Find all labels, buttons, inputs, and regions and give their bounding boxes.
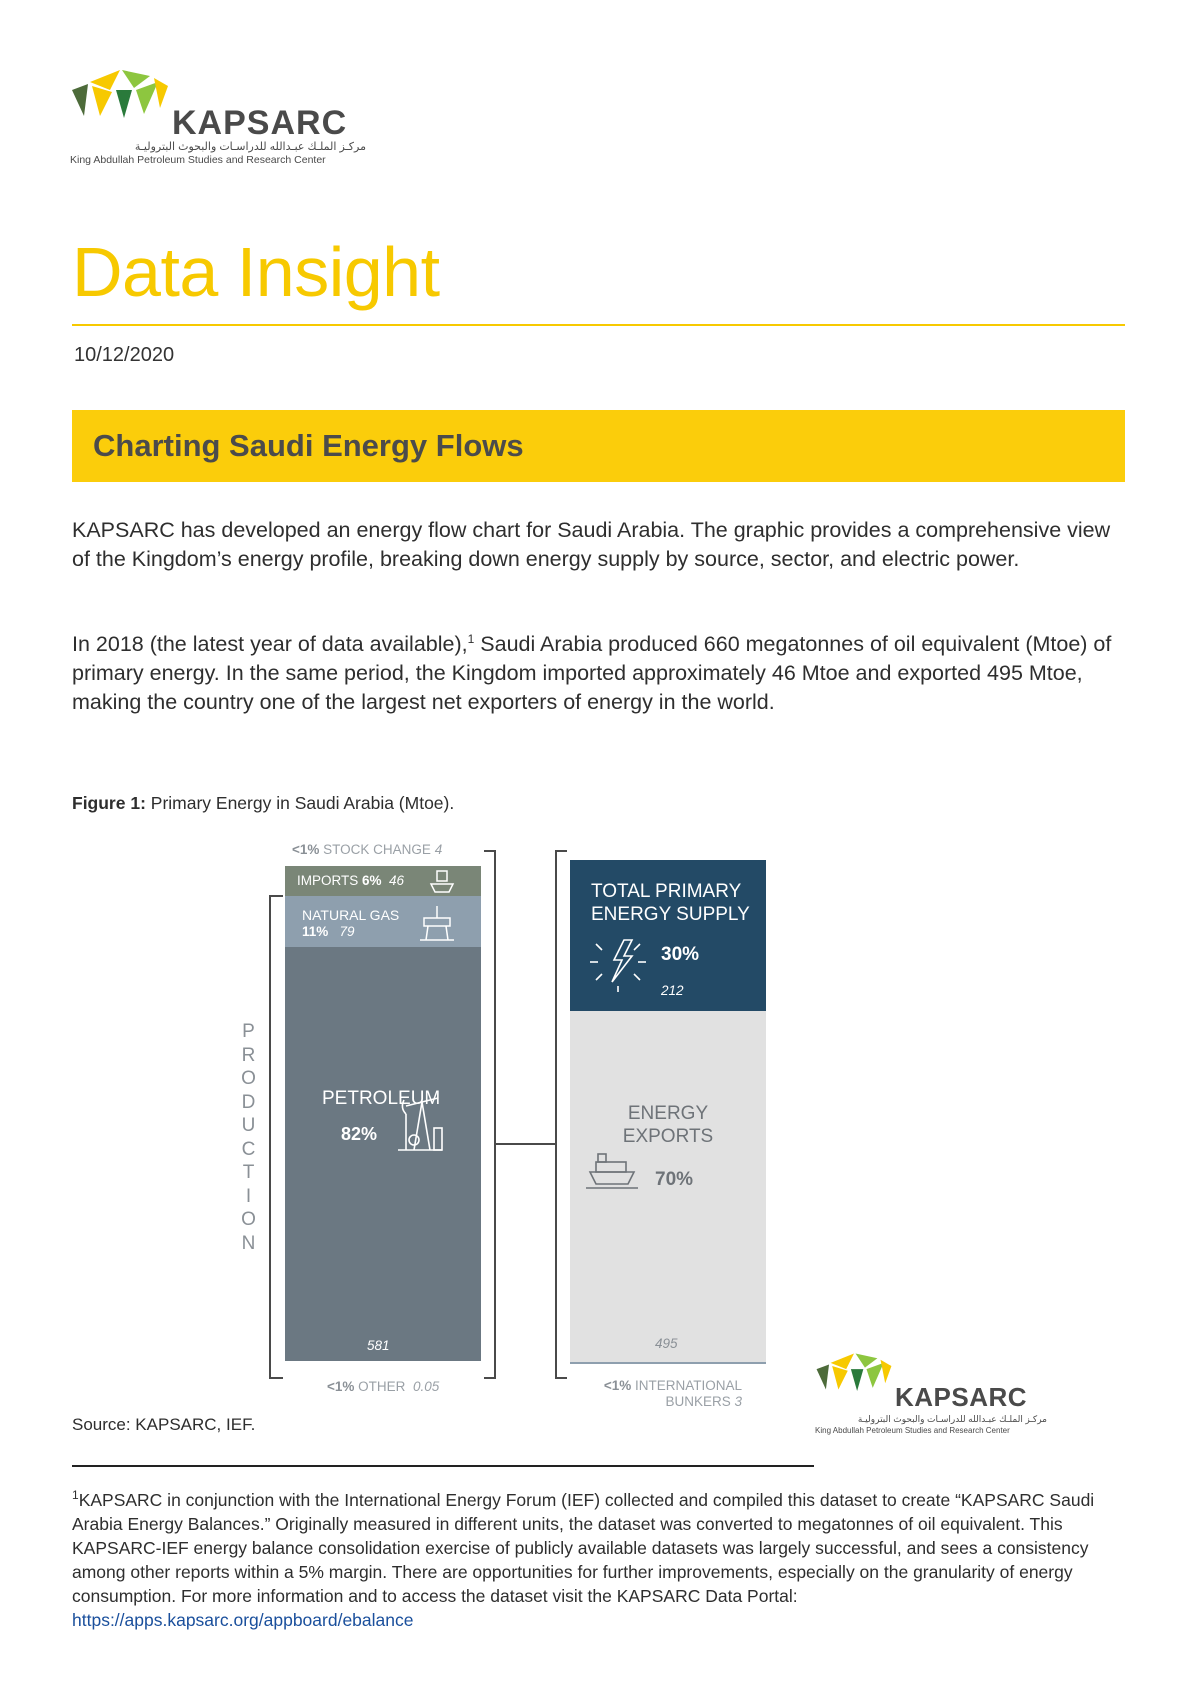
section-title: Charting Saudi Energy Flows bbox=[93, 428, 524, 463]
page-title: Data Insight bbox=[72, 233, 440, 311]
exports-value: 495 bbox=[655, 1336, 678, 1351]
footnote-ref[interactable]: 1 bbox=[467, 632, 475, 646]
footnote-number: 1 bbox=[72, 1488, 79, 1502]
tpes-pct: 30% bbox=[661, 944, 700, 965]
bunkers-label: <1% INTERNATIONAL BUNKERS 3 bbox=[603, 1378, 742, 1409]
kapsarc-logo-small bbox=[815, 1350, 1055, 1435]
body-paragraph-part2: Saudi Arabia produced 660 megatonnes of oil equivalent (Mtoe) of primary energy. In the same period, the Kingdom imported approximately 46 Mtoe and exported 495 Mtoe, making the country one of the largest net exporters of energy in the world. bbox=[72, 632, 1112, 715]
publication-date: 10/12/2020 bbox=[74, 344, 175, 366]
body-paragraph-part1: In 2018 (the latest year of data available), bbox=[72, 632, 468, 657]
petroleum-bar bbox=[285, 947, 481, 1361]
logo-wordmark: KAPSARC bbox=[172, 104, 348, 142]
left-outer-bracket bbox=[484, 851, 495, 1378]
exports-label: ENERGY EXPORTS bbox=[622, 1103, 714, 1147]
footnote-divider bbox=[72, 1465, 814, 1467]
tpes-value: 212 bbox=[661, 983, 684, 998]
logo-arabic-small: مركـز الملـك عبـدالله للدراسـات والبحوث البتروليـة bbox=[857, 1414, 1047, 1424]
footnote-text: KAPSARC in conjunction with the International Energy Forum (IEF) collected and compiled this dataset to create “KAPSARC Saudi Arabia Energy Balances.” Originally measured in different units, the dataset was converted to megatonnes of oil equivalent. This KAPSARC-IEF energy balance consolidation exercise of publicly available datasets was largely successful, and sees a consistency among other reports within a 5% margin. There are opportunities for further improvements, especially on the granularity of energy consumption. For more information and to access the dataset visit the KAPSARC Data Portal: bbox=[72, 1489, 1095, 1606]
logo-arabic-name: مركـز الملـك عبـدالله للدراسـات والبحوث البتروليـة bbox=[134, 141, 366, 153]
natural-gas-values: 11% 79 bbox=[302, 924, 355, 939]
natural-gas-label: NATURAL GAS bbox=[302, 907, 400, 923]
right-outer-bracket bbox=[556, 851, 567, 1378]
figure-label: Figure 1: bbox=[72, 793, 146, 813]
exports-pct: 70% bbox=[655, 1169, 694, 1190]
logo-subtitle: King Abdullah Petroleum Studies and Research Center bbox=[70, 154, 326, 166]
source-note: Source: KAPSARC, IEF. bbox=[72, 1415, 256, 1434]
footnote bbox=[72, 1483, 1127, 1632]
production-bracket bbox=[270, 896, 283, 1378]
stock-change-label: <1% STOCK CHANGE 4 bbox=[292, 842, 443, 857]
logo-wordmark-small: KAPSARC bbox=[895, 1382, 1028, 1412]
figure-caption-text: Primary Energy in Saudi Arabia (Mtoe). bbox=[145, 793, 455, 813]
petroleum-value: 581 bbox=[367, 1338, 390, 1353]
intro-paragraph: KAPSARC has developed an energy flow chart for Saudi Arabia. The graphic provides a comprehensive view of the Kingdom’s energy profile, breaking down energy supply by source, sector, and electric power. bbox=[72, 518, 1111, 571]
data-portal-link[interactable]: https://apps.kapsarc.org/appboard/ebalance bbox=[72, 1609, 414, 1630]
logo-subtitle-small: King Abdullah Petroleum Studies and Research Center bbox=[815, 1426, 1010, 1435]
tpes-label: TOTAL PRIMARY ENERGY SUPPLY bbox=[591, 881, 750, 925]
petroleum-label: PETROLEUM bbox=[322, 1088, 441, 1109]
other-label: <1% OTHER 0.05 bbox=[327, 1379, 440, 1394]
imports-label: IMPORTS 6% 46 bbox=[297, 873, 405, 888]
petroleum-pct: 82% bbox=[341, 1124, 378, 1144]
production-label: P R O D U C T I O N bbox=[241, 1021, 257, 1254]
